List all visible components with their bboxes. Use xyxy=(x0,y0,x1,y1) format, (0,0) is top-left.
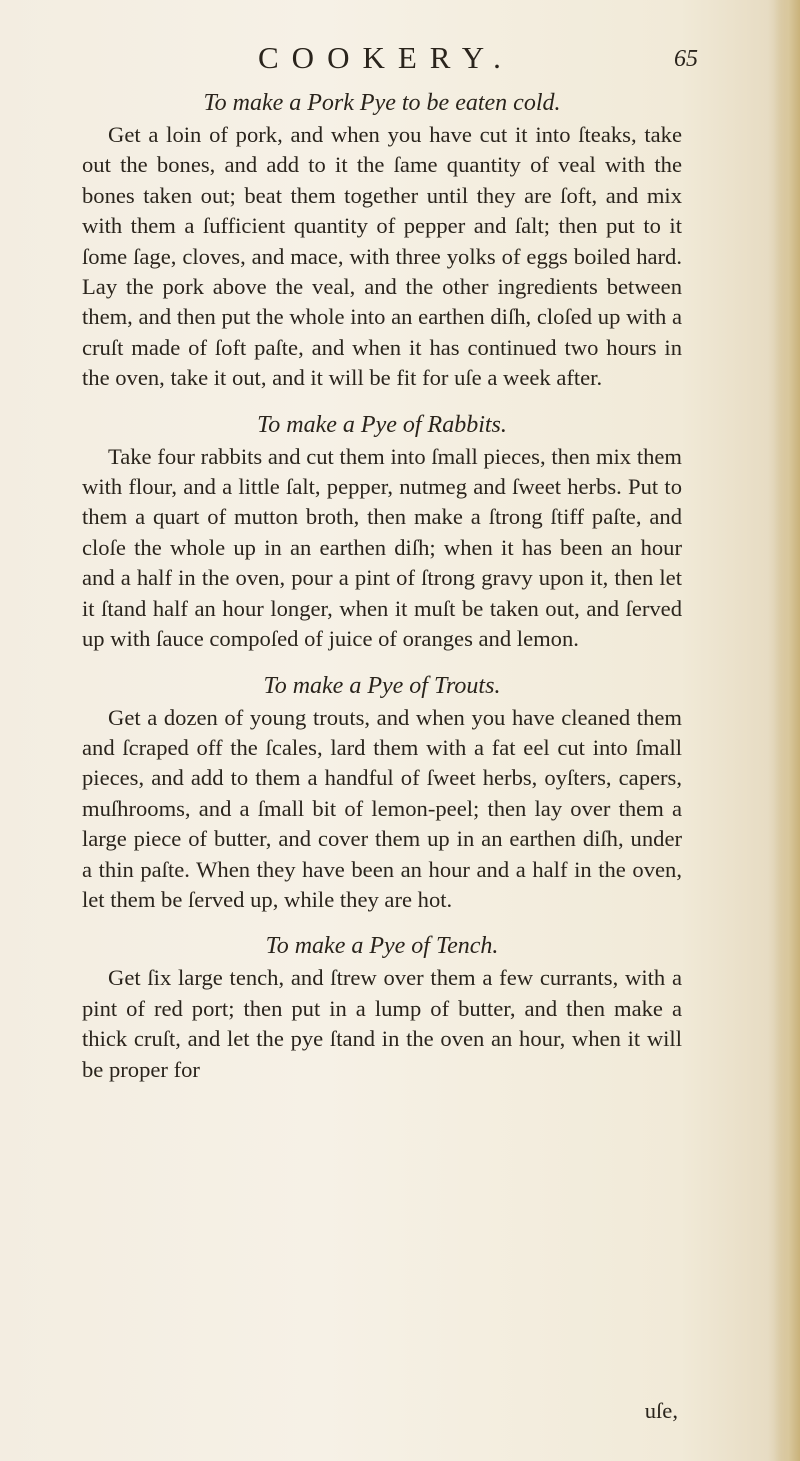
recipe-pork-pye xyxy=(82,88,682,394)
recipe-title: To make a Pork Pye to be eaten cold. xyxy=(203,90,561,116)
recipe-body: Get ſix large tench, and ſtrew over them a few currants, with a pint of red port; then put in a lump of butter, and then make a thick cruſt, and let the pye ſtand in the oven an hour, when it will be proper for xyxy=(82,965,682,1082)
recipe-trout-pye xyxy=(82,671,682,916)
page-edge-shadow xyxy=(774,0,800,1461)
page-header xyxy=(258,40,698,76)
running-head: COOKERY. xyxy=(258,40,514,75)
page-number: 65 xyxy=(674,46,698,72)
recipe-rabbit-pye xyxy=(82,410,682,655)
catchword: uſe, xyxy=(644,1398,678,1423)
recipe-title: To make a Pye of Rabbits. xyxy=(257,411,507,438)
recipe-body: Get a dozen of young trouts, and when you have cleaned them and ſcraped off the ſcales, lard them with a fat eel cut into ſmall pieces, and add to them a handful of ſweet herbs, oyſters, capers, muſhrooms, and a ſmall bit of lemon-peel; then lay over them a large piece of butter, and cover them up in an earthen diſh, under a thin paſte. When they have been an hour and a half in the oven, let them be ſerved up, while they are hot. xyxy=(82,704,682,912)
recipe-tench-pye xyxy=(82,931,682,1085)
page-content xyxy=(82,88,682,1085)
recipe-body: Get a loin of pork, and when you have cut it into ſteaks, take out the bones, and add to it the ſame quantity of veal with the bones taken out; beat them together until they are ſoft, and mix with them a ſufficient quantity of pepper and ſalt; then put to it ſome ſage, cloves, and mace, with three yolks of eggs boiled hard. Lay the pork above the veal, and the other ingredients between them, and then put the whole into an earthen diſh, cloſed up with a cruſt made of ſoft paſte, and when it has continued two hours in the oven, take it out, and it will be fit for uſe a week after. xyxy=(82,122,682,391)
recipe-title: To make a Pye of Trouts. xyxy=(263,672,501,699)
recipe-title: To make a Pye of Tench. xyxy=(265,933,499,960)
recipe-body: Take four rabbits and cut them into ſmall pieces, then mix them with flour, and a little ſalt, pepper, nutmeg and ſweet herbs. Put to them a quart of mutton broth, then make a ſtrong ſtiff paſte, and cloſe the whole up in an earthen diſh; when it has been an hour and a half in the oven, pour a pint of ſtrong gravy upon it, then let it ſtand half an hour longer, when it muſt be taken out, and ſerved up with ſauce compoſed of juice of oranges and lemon. xyxy=(82,443,682,652)
